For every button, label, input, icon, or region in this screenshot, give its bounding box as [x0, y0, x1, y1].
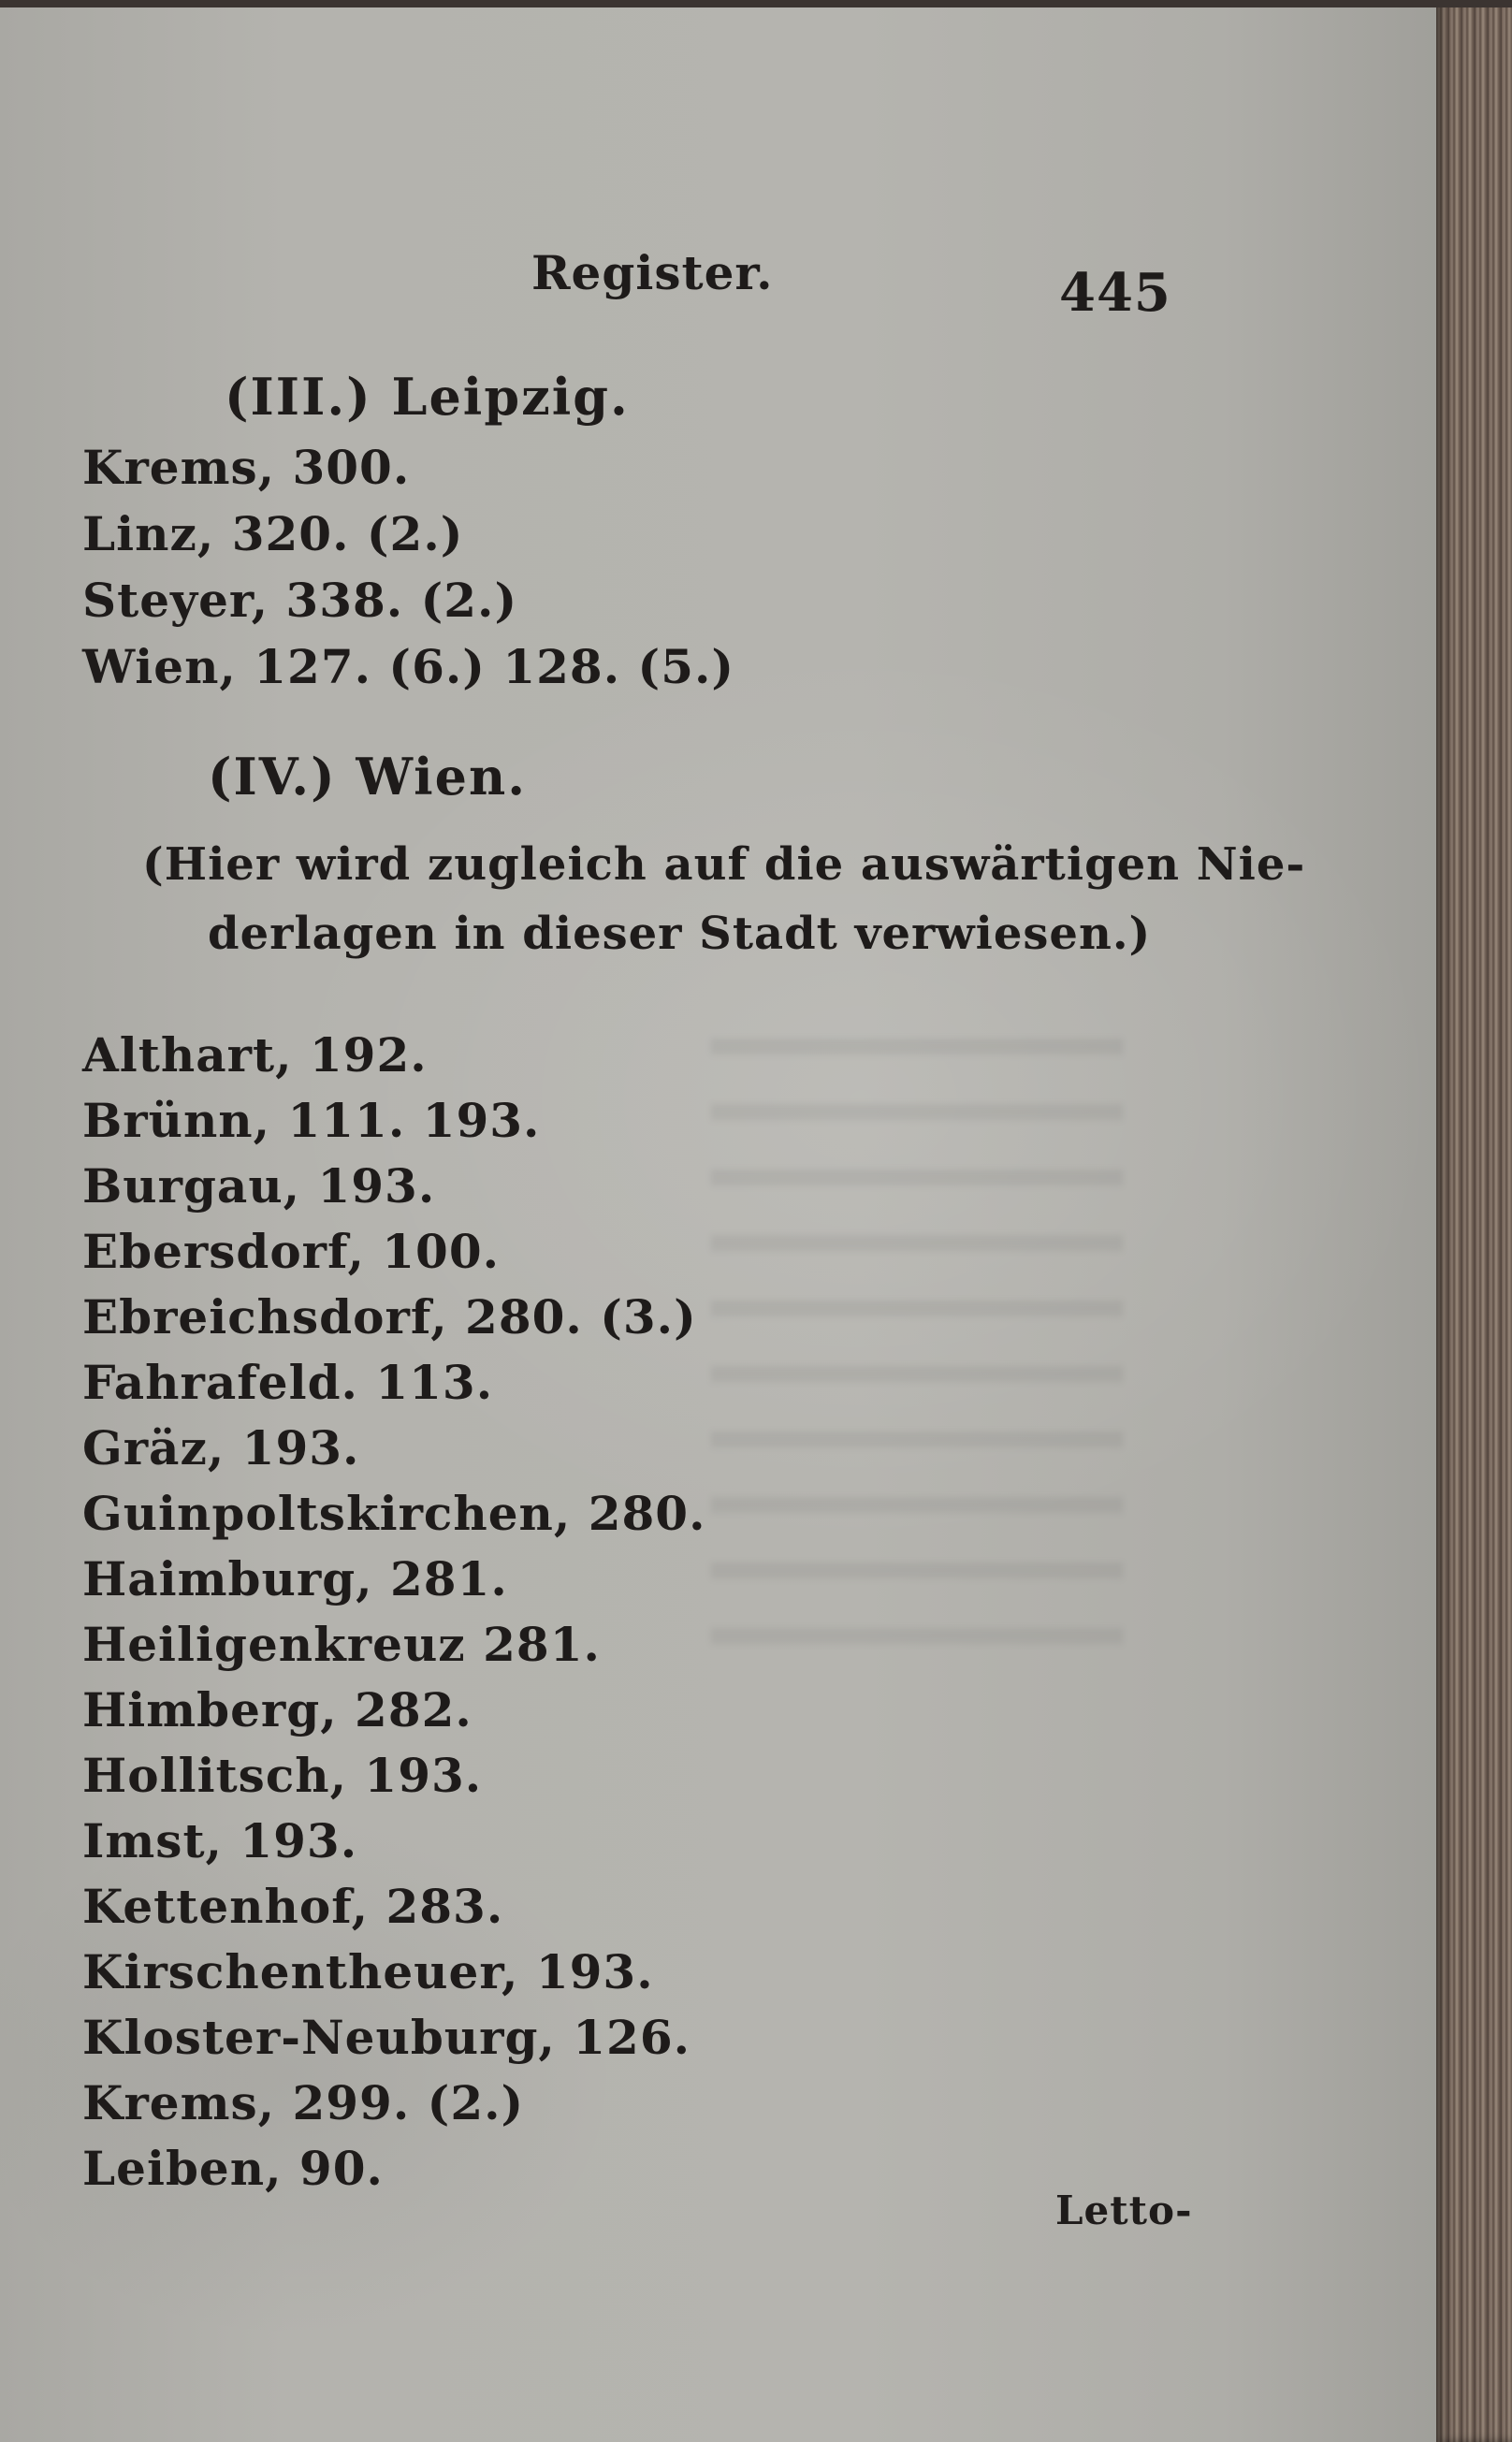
index-entry: Leiben, 90. [82, 2141, 384, 2196]
index-entry: Linz, 320. (2.) [82, 506, 464, 561]
index-entry: Steyer, 338. (2.) [82, 573, 518, 628]
index-entry: Fahrafeld. 113. [82, 1355, 494, 1410]
index-entry: Haimburg, 281. [82, 1551, 508, 1606]
section-heading-leipzig: (III.) Leipzig. [225, 367, 630, 427]
show-through-bleed [711, 992, 1123, 1647]
index-entry: Gräz, 193. [82, 1420, 360, 1475]
index-entry: Imst, 193. [82, 1813, 358, 1868]
index-entry: Ebersdorf, 100. [82, 1224, 501, 1279]
index-entry: Krems, 299. (2.) [82, 2075, 525, 2130]
index-entry: Kettenhof, 283. [82, 1879, 504, 1934]
running-head: Register. [531, 245, 774, 300]
index-entry: Krems, 300. [82, 440, 411, 495]
index-entry: Brünn, 111. 193. [82, 1093, 541, 1148]
index-entry: Heiligenkreuz 281. [82, 1617, 601, 1672]
index-entry: Burgau, 193. [82, 1158, 436, 1214]
scan-top-edge [0, 0, 1512, 7]
index-entry: Kloster-Neuburg, 126. [82, 2010, 691, 2065]
page-number: 445 [1059, 262, 1171, 324]
book-page-edges [1436, 0, 1512, 2442]
index-entry: Guinpoltskirchen, 280. [82, 1486, 706, 1541]
index-entry: Himberg, 282. [82, 1682, 472, 1737]
catchword: Letto- [1055, 2188, 1193, 2233]
index-entry: Wien, 127. (6.) 128. (5.) [82, 639, 735, 694]
section-note-line: derlagen in dieser Stadt verwiesen.) [208, 908, 1152, 960]
index-entry: Hollitsch, 193. [82, 1748, 483, 1803]
index-entry: Kirschentheuer, 193. [82, 1944, 654, 1999]
section-note-line: (Hier wird zugleich auf die auswärtigen Nie- [142, 838, 1306, 891]
index-entry: Althart, 192. [82, 1027, 428, 1083]
section-heading-wien: (IV.) Wien. [208, 747, 528, 807]
index-entry: Ebreichsdorf, 280. (3.) [82, 1289, 697, 1345]
